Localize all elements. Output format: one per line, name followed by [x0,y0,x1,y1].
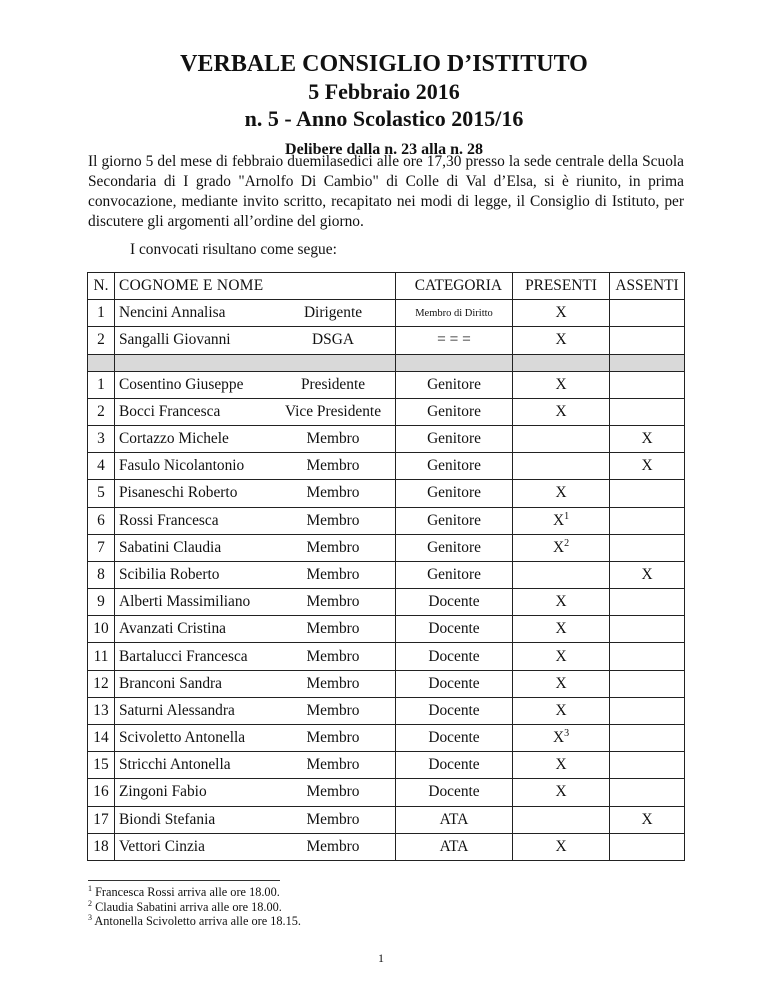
cell-present [513,561,610,588]
cell-number: 4 [88,453,115,480]
cell-category: Genitore [396,507,513,534]
cell-role: Membro [271,616,396,643]
cell-absent [610,371,685,398]
cell-present [513,453,610,480]
cell-category: Docente [396,752,513,779]
cell-category: ATA [396,833,513,860]
cell-category: Genitore [396,534,513,561]
cell-present: X [513,670,610,697]
cell-absent [610,725,685,752]
intro-paragraph: Il giorno 5 del mese di febbraio duemilasedici alle ore 17,30 presso la sede centrale della Scuola Secondaria di I grado "Arnolfo Di Cambio" di Colle di Val d’Elsa, si è riunito, in prima convocazione, mediante invito scritto, recapitato nei modi di legge, il Consiglio di Istituto, per discutere gli argomenti all’ordine del giorno. [88,153,684,230]
cell-category: Genitore [396,480,513,507]
table-row [88,398,685,425]
cell-absent [610,833,685,860]
document-title: VERBALE CONSIGLIO D’ISTITUTO [180,51,588,77]
cell-present [513,425,610,452]
cell-number: 2 [88,327,115,354]
header-role [271,273,396,300]
cell-absent [610,480,685,507]
cell-number: 15 [88,752,115,779]
cell-category: Docente [396,643,513,670]
header-absent: ASSENTI [610,273,685,300]
table-row [88,725,685,752]
table-row [88,561,685,588]
cell-present: X [513,327,610,354]
cell-number: 11 [88,643,115,670]
cell-number: 9 [88,589,115,616]
cell-name: Biondi Stefania [115,806,272,833]
cell-name: Vettori Cinzia [115,833,272,860]
cell-role: Membro [271,480,396,507]
cell-number: 17 [88,806,115,833]
header-category: CATEGORIA [396,273,513,300]
cell-name: Nencini Annalisa [115,300,272,327]
footnote-mark: 3 [564,727,570,739]
cell-present: X [513,779,610,806]
cell-present: X [513,371,610,398]
cell-number: 1 [88,300,115,327]
header-present: PRESENTI [513,273,610,300]
header-n: N. [88,273,115,300]
table-row [88,425,685,452]
cell-name: Saturni Alessandra [115,697,272,724]
cell-name: Scibilia Roberto [115,561,272,588]
table-row [88,643,685,670]
cell-present [513,806,610,833]
table-row [88,300,685,327]
footnote: $^3$ Antonella Scivoletto arriva alle ore 18.15. [88,912,301,928]
cell-number: 5 [88,480,115,507]
cell-category: Docente [396,589,513,616]
cell-role: Membro [271,561,396,588]
footnote-mark: 1 [564,510,570,522]
cell-category: = = = [396,327,513,354]
cell-role: Membro [271,779,396,806]
delibere-range: Delibere dalla n. 23 alla n. 28 [285,141,483,158]
table-row [88,670,685,697]
cell-present: $X^1$ [513,507,610,534]
table-row [88,327,685,354]
cell-number: 7 [88,534,115,561]
cell-category: Genitore [396,453,513,480]
cell-number: 3 [88,425,115,452]
cell-absent: X [610,453,685,480]
cell-role: Membro [271,697,396,724]
footnote: $^1$ Francesca Rossi arriva alle ore 18.00. [88,883,280,899]
document-header [0,50,768,160]
cell-name: Sangalli Giovanni [115,327,272,354]
cell-number: 16 [88,779,115,806]
footnotes [88,885,301,929]
cell-name: Stricchi Antonella [115,752,272,779]
cell-absent [610,643,685,670]
cell-absent: X [610,806,685,833]
cell-name: Avanzati Cristina [115,616,272,643]
table-row [88,453,685,480]
cell-absent [610,300,685,327]
table-row [88,534,685,561]
cell-absent: X [610,561,685,588]
cell-absent [610,616,685,643]
cell-role: Membro [271,725,396,752]
cell-absent [610,697,685,724]
cell-category: Genitore [396,425,513,452]
cell-category: Docente [396,616,513,643]
meeting-date: 5 Febbraio 2016 [308,79,460,104]
cell-number: 2 [88,398,115,425]
cell-role: Membro [271,806,396,833]
attendance-table [87,272,685,861]
cell-role: Membro [271,670,396,697]
cell-present: X [513,643,610,670]
cell-role: Dirigente [271,300,396,327]
table-row [88,371,685,398]
cell-role: Membro [271,589,396,616]
page-number: 1 [378,951,384,965]
table-row [88,589,685,616]
cell-number: 18 [88,833,115,860]
cell-category: Genitore [396,561,513,588]
cell-role: DSGA [271,327,396,354]
cell-role: Membro [271,453,396,480]
cell-present: $X^3$ [513,725,610,752]
section-separator [88,354,685,371]
cell-category: Docente [396,779,513,806]
cell-name: Rossi Francesca [115,507,272,534]
cell-absent [610,752,685,779]
cell-name: Pisaneschi Roberto [115,480,272,507]
table-row [88,833,685,860]
cell-name: Bocci Francesca [115,398,272,425]
table-row [88,697,685,724]
table-row [88,779,685,806]
cell-present: X [513,697,610,724]
cell-absent [610,507,685,534]
cell-role: Vice Presidente [271,398,396,425]
cell-present: $X^2$ [513,534,610,561]
cell-number: 13 [88,697,115,724]
cell-category: ATA [396,806,513,833]
cell-present: X [513,589,610,616]
cell-name: Fasulo Nicolantonio [115,453,272,480]
cell-name: Cortazzo Michele [115,425,272,452]
cell-name: Bartalucci Francesca [115,643,272,670]
cell-role: Membro [271,425,396,452]
table-row [88,806,685,833]
cell-role: Membro [271,833,396,860]
table-header-row [88,273,685,300]
cell-role: Membro [271,643,396,670]
cell-absent [610,589,685,616]
cell-category: Docente [396,725,513,752]
cell-number: 8 [88,561,115,588]
footnote: $^2$ Claudia Sabatini arriva alle ore 18.00. [88,898,282,914]
cell-category: Genitore [396,398,513,425]
cell-role: Membro [271,534,396,561]
cell-name: Cosentino Giuseppe [115,371,272,398]
cell-name: Sabatini Claudia [115,534,272,561]
table-row [88,616,685,643]
cell-category: Docente [396,670,513,697]
footnote-divider [88,880,280,881]
cell-absent [610,534,685,561]
cell-number: 10 [88,616,115,643]
cell-number: 6 [88,507,115,534]
cell-number: 1 [88,371,115,398]
cell-role: Membro [271,507,396,534]
cell-present: X [513,616,610,643]
cell-name: Zingoni Fabio [115,779,272,806]
cell-absent: X [610,425,685,452]
cell-name: Scivoletto Antonella [115,725,272,752]
table-row [88,480,685,507]
meeting-number: n. 5 - Anno Scolastico 2015/16 [244,106,524,131]
cell-category: Membro di Diritto [396,300,513,327]
cell-present: X [513,480,610,507]
table-row [88,752,685,779]
convocati-label: I convocati risultano come segue: [130,241,337,258]
cell-present: X [513,300,610,327]
cell-category: Docente [396,697,513,724]
cell-absent [610,779,685,806]
cell-category: Genitore [396,371,513,398]
cell-present: X [513,398,610,425]
cell-role: Membro [271,752,396,779]
cell-absent [610,327,685,354]
cell-number: 14 [88,725,115,752]
footnote-mark: 2 [564,537,570,549]
cell-absent [610,398,685,425]
cell-present: X [513,752,610,779]
cell-number: 12 [88,670,115,697]
cell-role: Presidente [271,371,396,398]
table-row [88,507,685,534]
cell-name: Branconi Sandra [115,670,272,697]
cell-present: X [513,833,610,860]
header-name: COGNOME E NOME [115,273,272,300]
cell-name: Alberti Massimiliano [115,589,272,616]
cell-absent [610,670,685,697]
